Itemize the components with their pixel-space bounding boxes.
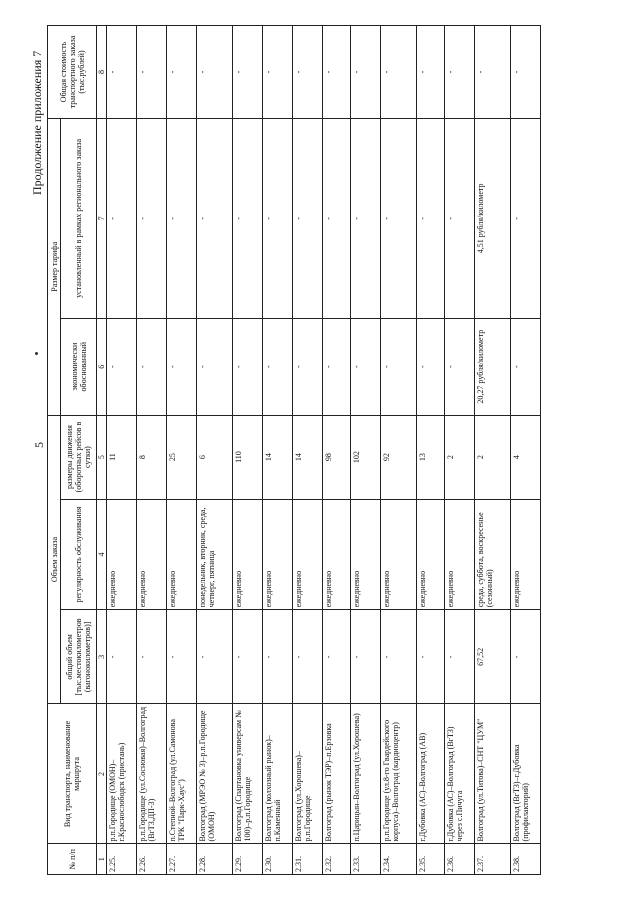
header-route: Вид транспорта, наименование маршрута	[48, 704, 97, 844]
total-cost: -	[233, 26, 263, 119]
traffic-size: 4	[511, 415, 541, 499]
row-number: 2.32.	[323, 844, 351, 875]
regularity: среда, суббота, воскресенье (сезонный)	[475, 499, 511, 610]
total-cost: -	[197, 26, 233, 119]
column-numbers-row	[97, 26, 107, 875]
table-row	[263, 26, 293, 875]
col-number: 4	[97, 499, 107, 610]
regional-tariff: -	[167, 118, 197, 318]
total-cost: -	[263, 26, 293, 119]
route-name: р.п.Городище (ул.Сосновая)–Волгоград (ВгТЗ,ДП-3)	[137, 704, 167, 844]
econ-tariff: -	[197, 318, 233, 415]
total-volume: -	[511, 610, 541, 704]
row-number: 2.36.	[445, 844, 475, 875]
total-volume: -	[107, 610, 137, 704]
route-name: п.Царицын–Волгоград (ул.Хорошева)	[351, 704, 381, 844]
traffic-size: 98	[323, 415, 351, 499]
route-name: Волгоград (ул.Хорошева)–р.п.Городище	[293, 704, 323, 844]
col-number: 7	[97, 118, 107, 318]
econ-tariff: -	[137, 318, 167, 415]
total-volume: -	[167, 610, 197, 704]
total-cost: -	[167, 26, 197, 119]
regional-tariff: -	[323, 118, 351, 318]
header-econ-tariff: экономически обоснованный	[61, 318, 97, 415]
header-regional-tariff: установленный в рамках регионального заказа	[61, 118, 97, 318]
regularity: ежедневно	[351, 499, 381, 610]
regional-tariff: -	[137, 118, 167, 318]
route-name: р.п.Городище (ОМОН)–г.Краснослободск (пристань)	[107, 704, 137, 844]
econ-tariff: -	[293, 318, 323, 415]
continuation-note: Продолжение приложения 7	[30, 50, 44, 195]
row-number: 2.30.	[263, 844, 293, 875]
route-name: р.п.Городище (ул.8-го Гвардейского корпуса)–Волгоград (кардиоцентр)	[381, 704, 417, 844]
col-number: 1	[97, 844, 107, 875]
econ-tariff: -	[511, 318, 541, 415]
traffic-size: 2	[445, 415, 475, 499]
regularity: ежедневно	[137, 499, 167, 610]
row-number: 2.38.	[511, 844, 541, 875]
total-cost: -	[351, 26, 381, 119]
table-row	[351, 26, 381, 875]
regularity: ежедневно	[417, 499, 445, 610]
routes-table	[47, 25, 541, 875]
regularity: ежедневно	[167, 499, 197, 610]
route-name: Волгоград (Спартановка универсам № 100)–р.п.Городище	[233, 704, 263, 844]
table-row	[381, 26, 417, 875]
traffic-size: 11	[107, 415, 137, 499]
total-volume: -	[351, 610, 381, 704]
route-name: Волгоград (ул.Титова)–СНТ "ЦУМ"	[475, 704, 511, 844]
header-regularity: регулярность обслуживания	[61, 499, 97, 610]
row-number: 2.28.	[197, 844, 233, 875]
regional-tariff: -	[511, 118, 541, 318]
regularity: ежедневно	[233, 499, 263, 610]
page-number: 5	[32, 442, 46, 448]
header-total-volume: общий объем [тыс.местокилометров (вагонокилометров)]	[61, 610, 97, 704]
col-number: 3	[97, 610, 107, 704]
regional-tariff: -	[233, 118, 263, 318]
econ-tariff: -	[167, 318, 197, 415]
total-volume: -	[233, 610, 263, 704]
table-row	[233, 26, 263, 875]
total-cost: -	[445, 26, 475, 119]
regional-tariff: -	[197, 118, 233, 318]
regularity: ежедневно	[323, 499, 351, 610]
header-traffic-size: размеры движения (оборотных рейсов в сутки)	[61, 415, 97, 499]
econ-tariff: -	[323, 318, 351, 415]
total-volume: -	[417, 610, 445, 704]
table-row	[323, 26, 351, 875]
traffic-size: 102	[351, 415, 381, 499]
traffic-size: 8	[137, 415, 167, 499]
row-number: 2.33.	[351, 844, 381, 875]
table-row	[293, 26, 323, 875]
econ-tariff: -	[233, 318, 263, 415]
table-row	[107, 26, 137, 875]
regional-tariff: 4,51 рубля/километр	[475, 118, 511, 318]
row-number: 2.34.	[381, 844, 417, 875]
row-number: 2.29.	[233, 844, 263, 875]
econ-tariff: -	[417, 318, 445, 415]
regularity: ежедневно	[263, 499, 293, 610]
ink-mark	[35, 352, 38, 355]
total-volume: -	[445, 610, 475, 704]
econ-tariff: -	[445, 318, 475, 415]
regional-tariff: -	[381, 118, 417, 318]
total-volume: 67,52	[475, 610, 511, 704]
regional-tariff: -	[445, 118, 475, 318]
row-number: 2.35.	[417, 844, 445, 875]
traffic-size: 6	[197, 415, 233, 499]
route-name: п.Степной–Волгоград (ул.Самонова ТРК "Парк-Хаус")	[167, 704, 197, 844]
row-number: 2.25.	[107, 844, 137, 875]
regional-tariff: -	[417, 118, 445, 318]
header-tariff: Размер тарифа	[48, 118, 61, 415]
header-no: № п/п	[48, 844, 97, 875]
total-cost: -	[293, 26, 323, 119]
table-row	[137, 26, 167, 875]
econ-tariff: -	[381, 318, 417, 415]
total-volume: -	[263, 610, 293, 704]
econ-tariff: -	[107, 318, 137, 415]
econ-tariff: -	[351, 318, 381, 415]
regularity: ежедневно	[381, 499, 417, 610]
econ-tariff: 20,27 рубля/километр	[475, 318, 511, 415]
table-row	[475, 26, 511, 875]
col-number: 2	[97, 704, 107, 844]
regional-tariff: -	[263, 118, 293, 318]
col-number: 6	[97, 318, 107, 415]
col-number: 5	[97, 415, 107, 499]
traffic-size: 14	[263, 415, 293, 499]
row-number: 2.37.	[475, 844, 511, 875]
table-body	[107, 26, 541, 875]
route-name: г.Дубовка (АС)–Волгоград (ВгТЗ) через с.Пичуга	[445, 704, 475, 844]
route-name: Волгоград (МРЭО № 3)–р.п.Городище (ОМОН)	[197, 704, 233, 844]
regularity: понедельник, вторник, среда, четверг, пятница	[197, 499, 233, 610]
total-cost: -	[475, 26, 511, 119]
route-name: Волгоград (колхозный рынок)–п.Каменный	[263, 704, 293, 844]
col-number: 8	[97, 26, 107, 119]
regularity: ежедневно	[293, 499, 323, 610]
route-name: Волгоград (ВгТЗ)–г.Дубовка (профилакторий)	[511, 704, 541, 844]
table-row	[197, 26, 233, 875]
regularity: ежедневно	[107, 499, 137, 610]
total-cost: -	[417, 26, 445, 119]
row-number: 2.26.	[137, 844, 167, 875]
row-number: 2.27.	[167, 844, 197, 875]
total-volume: -	[137, 610, 167, 704]
total-volume: -	[381, 610, 417, 704]
traffic-size: 25	[167, 415, 197, 499]
regional-tariff: -	[293, 118, 323, 318]
table-row	[445, 26, 475, 875]
total-cost: -	[381, 26, 417, 119]
regularity: ежедневно	[445, 499, 475, 610]
route-name: Волгоград (рынок ТЭР)–п.Ерзовка	[323, 704, 351, 844]
total-volume: -	[197, 610, 233, 704]
header-total-cost: Общая стоимость транспортного заказа (тыс.рублей)	[48, 26, 97, 119]
total-cost: -	[137, 26, 167, 119]
regional-tariff: -	[351, 118, 381, 318]
table-row	[417, 26, 445, 875]
header-order-volume: Объем заказа	[48, 415, 61, 704]
total-cost: -	[107, 26, 137, 119]
econ-tariff: -	[263, 318, 293, 415]
total-cost: -	[323, 26, 351, 119]
traffic-size: 110	[233, 415, 263, 499]
traffic-size: 92	[381, 415, 417, 499]
route-name: г.Дубовка (АС)–Волгоград (АВ)	[417, 704, 445, 844]
total-volume: -	[293, 610, 323, 704]
traffic-size: 2	[475, 415, 511, 499]
regularity: ежедневно	[511, 499, 541, 610]
table-row	[167, 26, 197, 875]
traffic-size: 13	[417, 415, 445, 499]
rotated-content	[30, 25, 590, 875]
total-cost: -	[511, 26, 541, 119]
total-volume: -	[323, 610, 351, 704]
traffic-size: 14	[293, 415, 323, 499]
regional-tariff: -	[107, 118, 137, 318]
table-row	[511, 26, 541, 875]
row-number: 2.31.	[293, 844, 323, 875]
